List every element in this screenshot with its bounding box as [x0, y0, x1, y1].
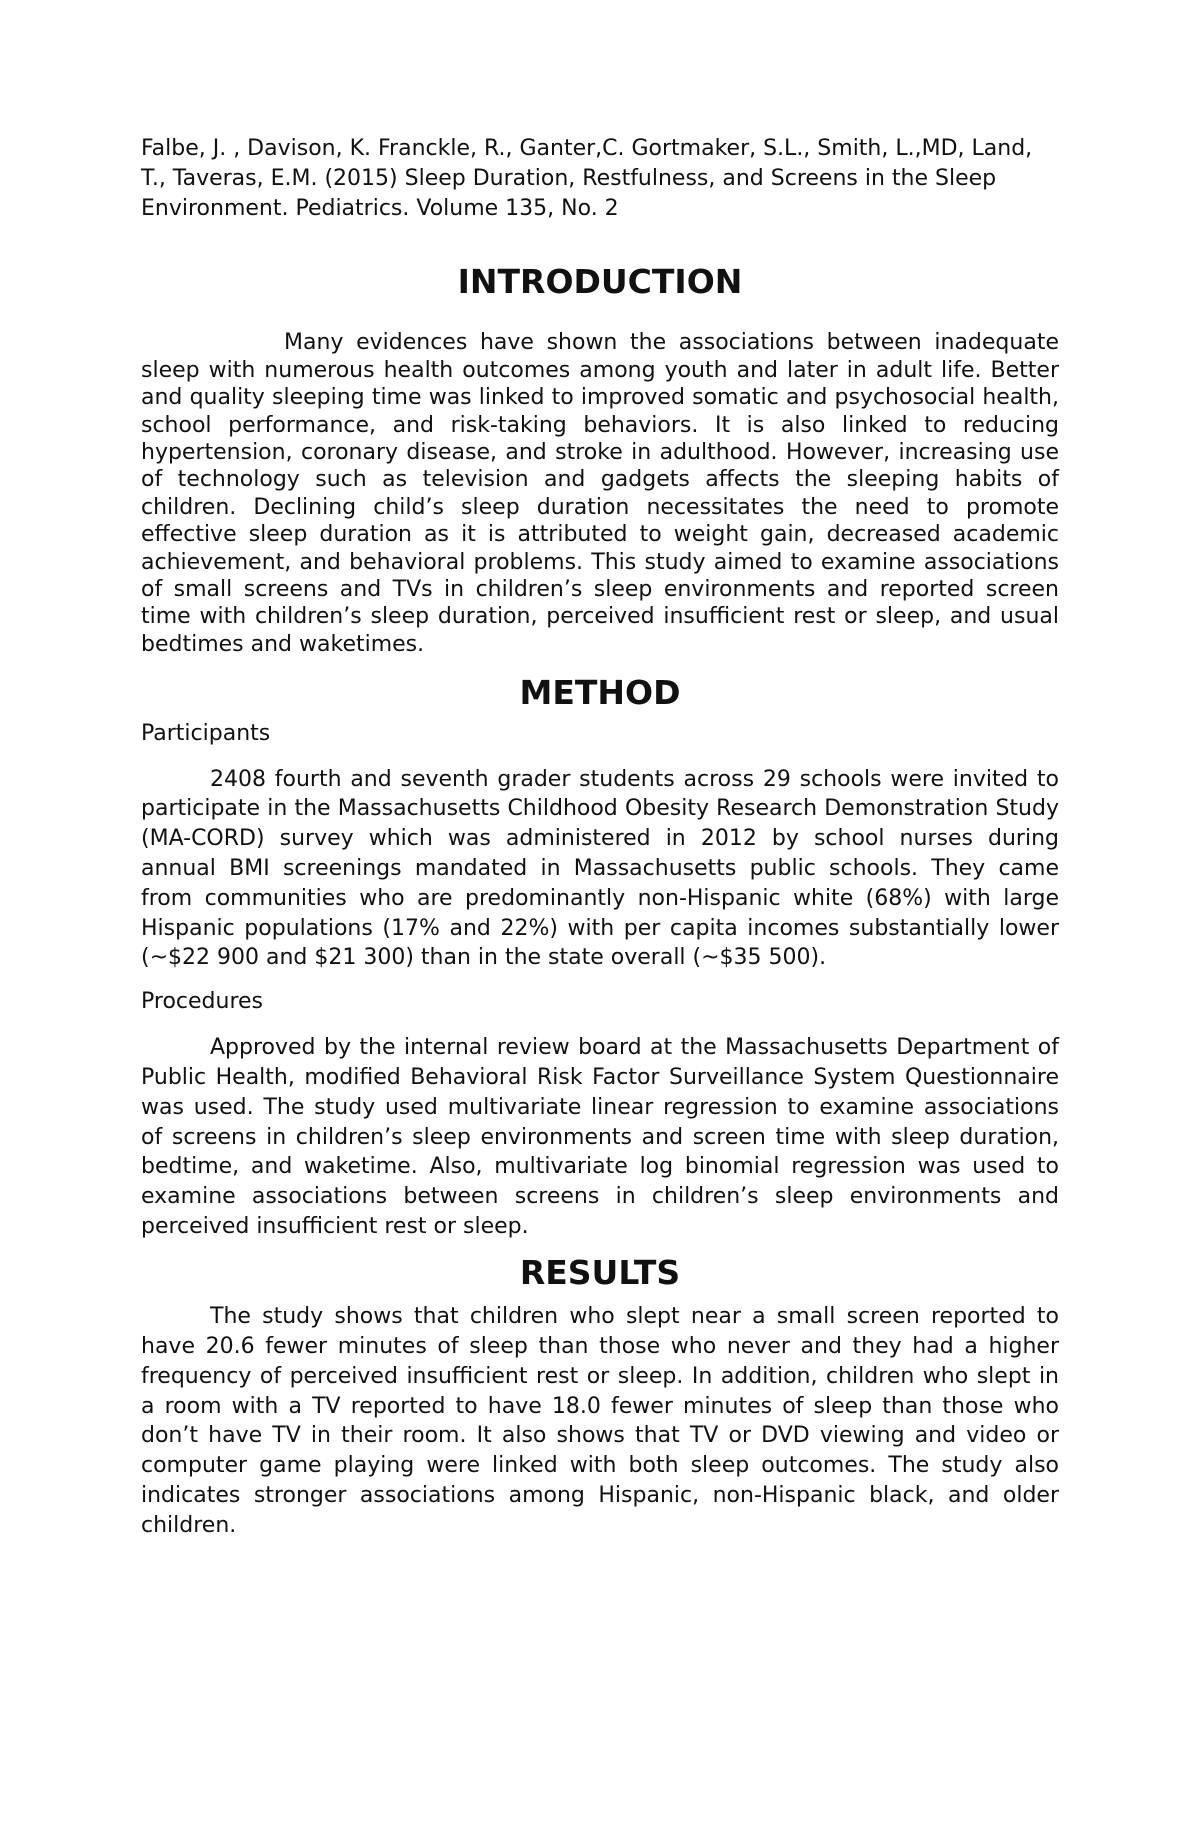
procedures-subheading: Procedures	[141, 989, 263, 1015]
method-heading: METHOD	[519, 673, 681, 713]
participants-paragraph: 2408 fourth and seventh grader students across 29 schools were invited to participate in the Massachusetts Childhood Obesity Research Demonstration Study (MA-CORD) survey which was administered in 2012 by school nurses during annual BMI screenings mandated in Massachusetts public schools. They came from communities who are predominantly non-Hispanic white (68%) with large Hispanic populations (17% and 22%) with per capita incomes substantially lower (~$22 900 and $21 300) than in the state overall (~$35 500).	[141, 766, 1059, 971]
results-paragraph: The study shows that children who slept near a small screen reported to have 20.6 fewer minutes of sleep than those who never and they had a higher frequency of perceived insufficient rest or sleep. In addition, children who slept in a room with a TV reported to have 18.0 fewer minutes of sleep than those who don’t have TV in their room. It also shows that TV or DVD viewing and video or computer game playing were linked with both sleep outcomes. The study also indicates stronger associations among Hispanic, non-Hispanic black, and older children.	[141, 1304, 1059, 1538]
introduction-heading: INTRODUCTION	[457, 262, 743, 301]
procedures-paragraph: Approved by the internal review board at the Massachusetts Department of Public Health, modified Behavioral Risk Factor Surveillance System Questionnaire was used. The study used multivariate linear regression to examine associations of screens in children’s sleep environments and screen time with sleep duration, bedtime, and waketime. Also, multivariate log binomial regression was used to examine associations between screens in children’s sleep environments and perceived insufficient rest or sleep.	[141, 1035, 1059, 1240]
results-heading: RESULTS	[519, 1252, 681, 1292]
document-page	[141, 134, 1059, 1541]
citation: Falbe, J. , Davison, K. Franckle, R., Ganter,C. Gortmaker, S.L., Smith, L.,MD, Land, T., Taveras, E.M. (2015) Sleep Duration, Restfulness, and Screens in the Sleep Environment. Pediatrics. Volume 135, No. 2	[141, 136, 1033, 221]
introduction-paragraph: Many evidences have shown the associations between inadequate sleep with numerous health outcomes among youth and later in adult life. Better and quality sleeping time was linked to improved somatic and psychosocial health, school performance, and risk-taking behaviors. It is also linked to reducing hypertension, coronary disease, and stroke in adulthood. However, increasing use of technology such as television and gadgets affects the sleeping habits of children. Declining child’s sleep duration necessitates the need to promote effective sleep duration as it is attributed to weight gain, decreased academic achievement, and behavioral problems. This study aimed to examine associations of small screens and TVs in children’s sleep environments and reported screen time with children’s sleep duration, perceived insufficient rest or sleep, and usual bedtimes and waketimes.	[141, 330, 1059, 657]
participants-subheading: Participants	[141, 720, 271, 746]
